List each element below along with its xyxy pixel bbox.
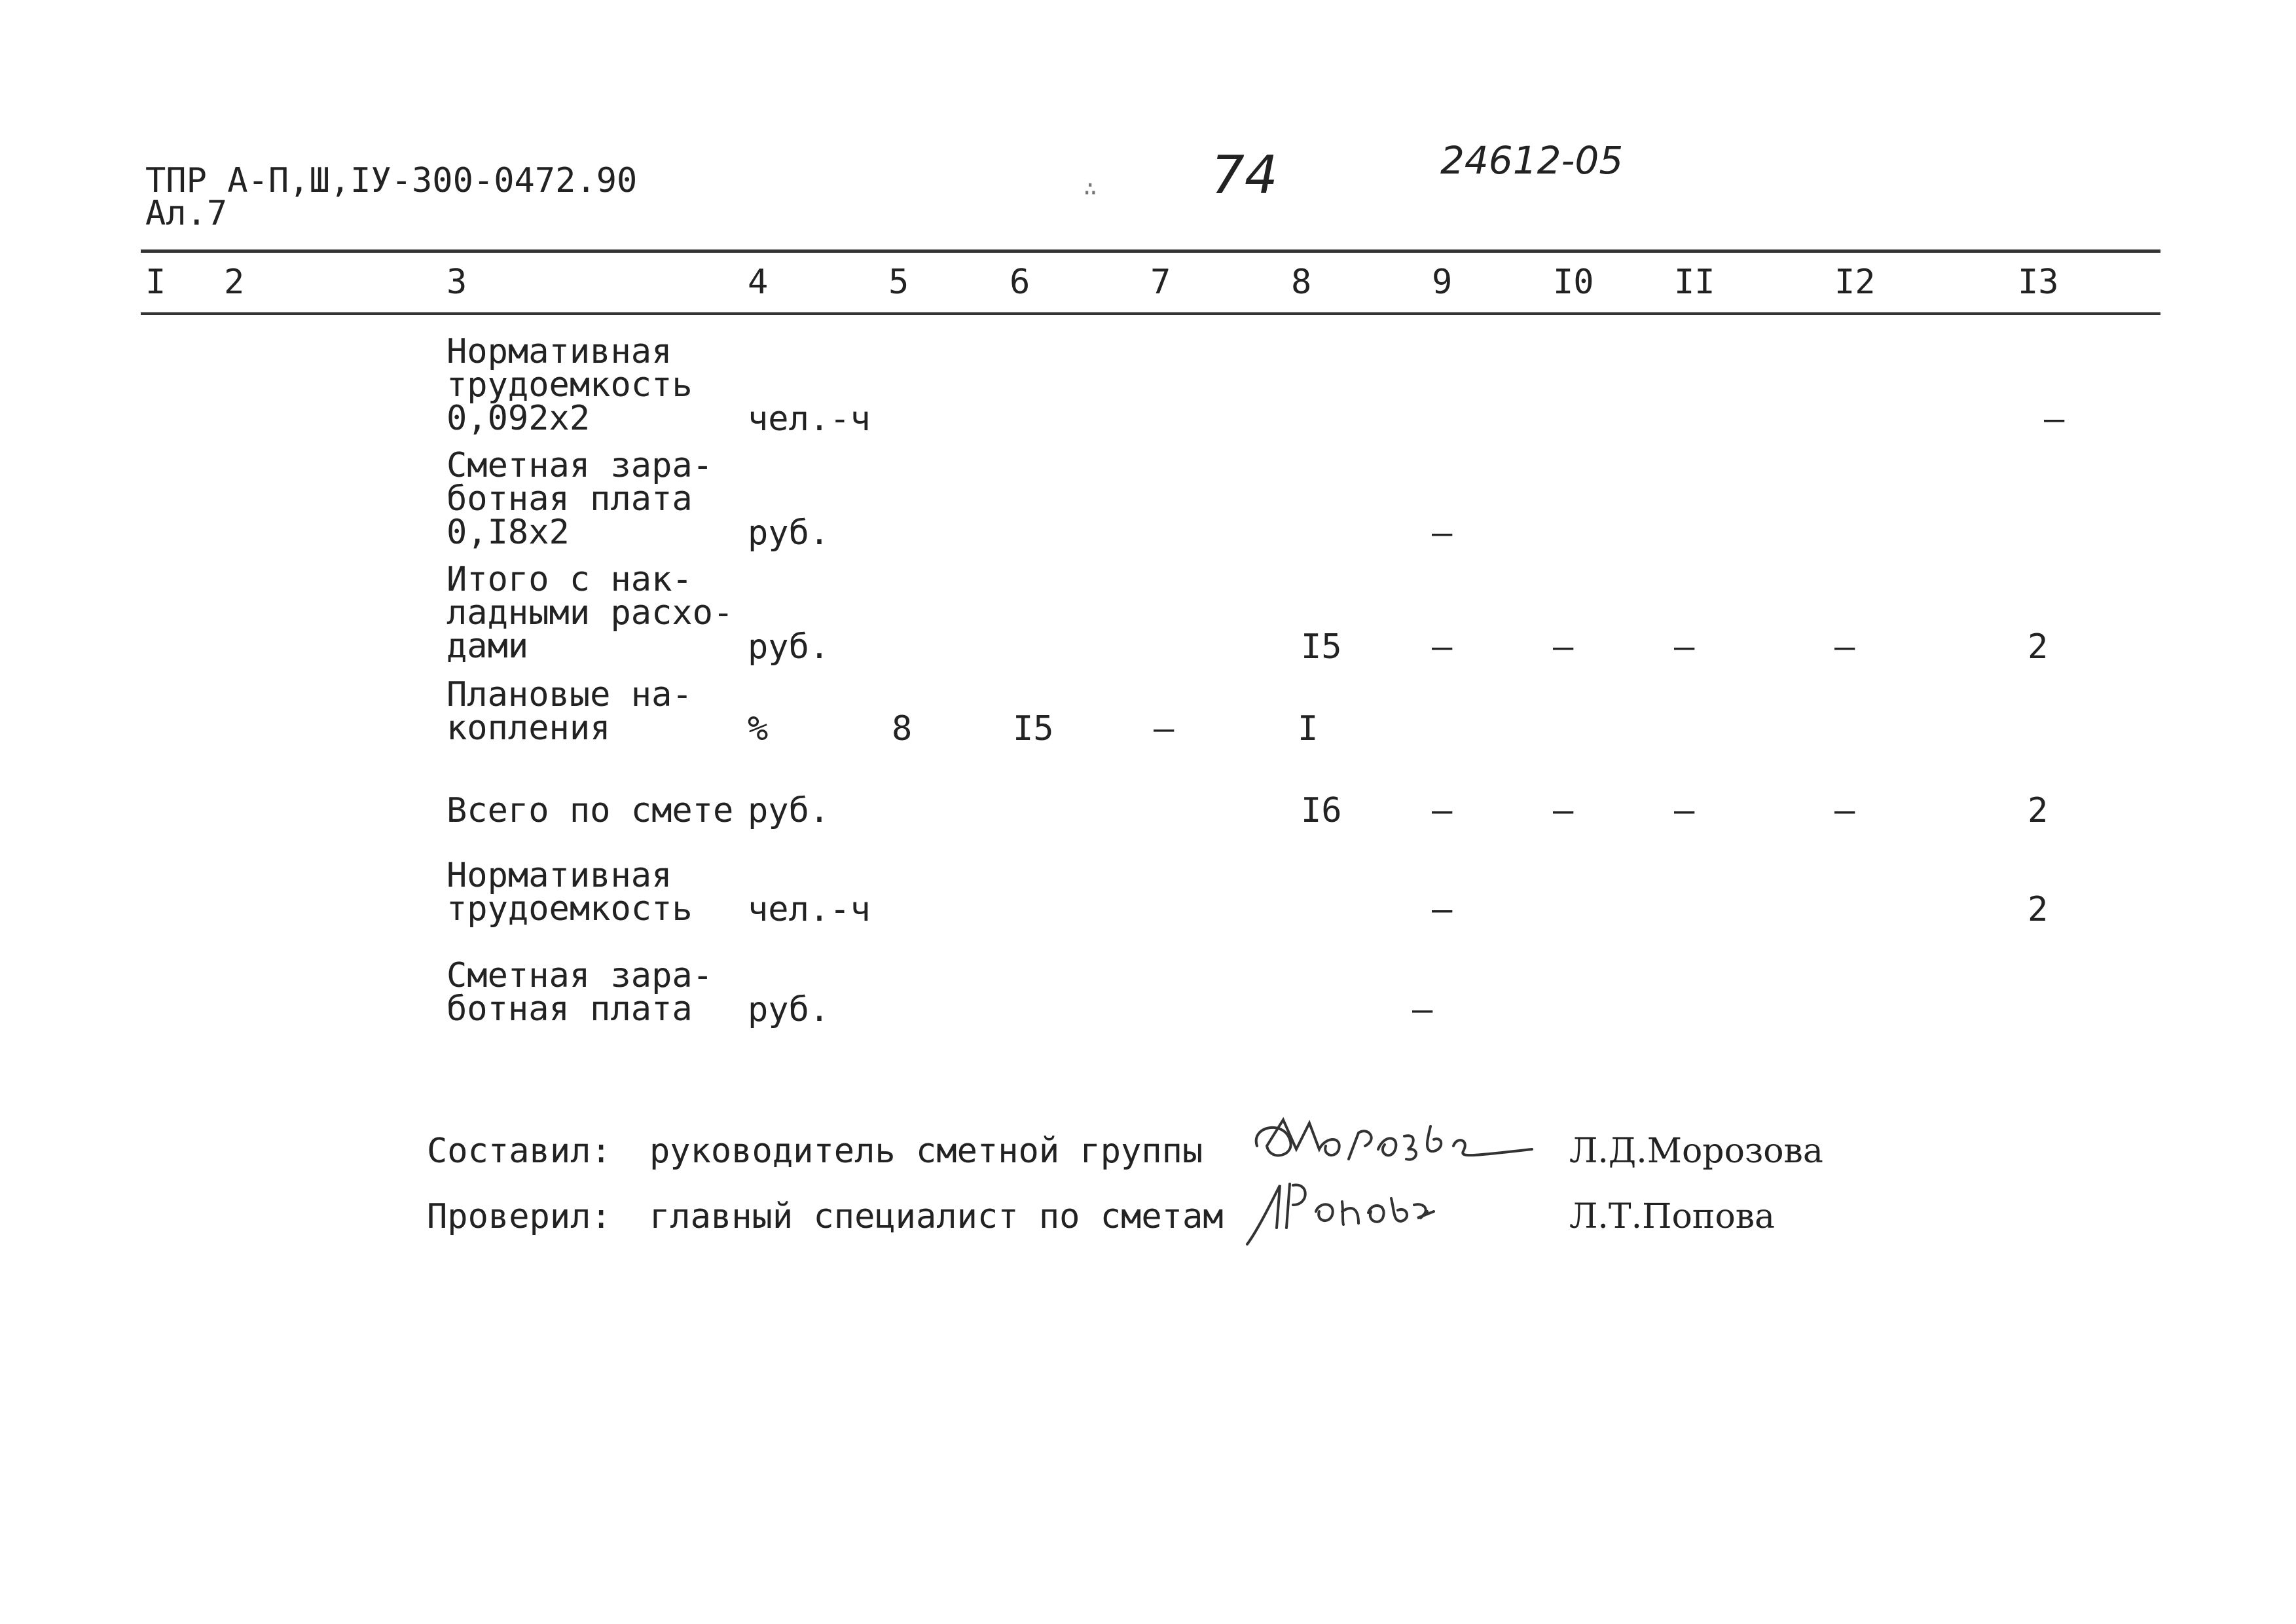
row-value-col9: – — [1432, 627, 1453, 667]
signer-name: Л.Д.Морозова — [1569, 1132, 1823, 1171]
row-value-col9: – — [1432, 890, 1453, 929]
column-header: 2 — [224, 263, 245, 302]
signature-image — [1244, 1100, 1545, 1172]
row-unit: руб. — [748, 791, 830, 830]
row-value-col6: I5 — [1013, 709, 1054, 748]
column-header: 4 — [748, 263, 769, 302]
row-unit: чел.-ч — [748, 890, 871, 929]
table-top-rule — [141, 249, 2160, 253]
row-value-col7: – — [1154, 709, 1175, 748]
row-value-col10: – — [1553, 627, 1574, 667]
row-name: Нормативная трудоемкость 0,092х2 — [446, 332, 693, 438]
column-header: 8 — [1291, 263, 1312, 302]
column-header: I3 — [2018, 263, 2059, 302]
signer-name: Л.Т.Попова — [1569, 1197, 1776, 1236]
column-header: I2 — [1834, 263, 1876, 302]
sheet-label: Ал.7 — [145, 194, 228, 233]
signature-image — [1231, 1166, 1467, 1257]
row-name: Нормативная трудоемкость — [446, 856, 693, 929]
row-name: Итого с нак- ладными расхо- дами — [446, 560, 734, 666]
table-header-rule — [141, 312, 2160, 315]
row-value-col13: 2 — [2028, 791, 2049, 830]
row-value-col13: 2 — [2028, 627, 2049, 667]
document-code: ТПР А-П,Ш,IУ-300-0472.90 — [145, 161, 638, 200]
role-position: главный специалист по сметам — [649, 1197, 1224, 1236]
column-header: 5 — [888, 263, 909, 302]
row-unit: руб. — [748, 513, 830, 553]
role-position: руководитель сметной группы — [649, 1132, 1203, 1171]
column-header: 9 — [1432, 263, 1453, 302]
row-value-col8: I6 — [1301, 791, 1342, 830]
column-header: 3 — [446, 263, 467, 302]
row-unit: руб. — [748, 990, 830, 1029]
row-value-col5: 8 — [892, 709, 913, 748]
row-name: Сметная зара- ботная плата — [446, 956, 713, 1029]
row-name: Сметная зара- ботная плата 0,I8х2 — [446, 446, 713, 552]
row-unit: % — [748, 709, 769, 748]
row-value-col8: I5 — [1301, 627, 1342, 667]
row-unit: чел.-ч — [748, 399, 871, 439]
column-header: 6 — [1010, 263, 1030, 302]
archive-stamp: 24612-05 — [1440, 138, 1624, 183]
row-value-col13: 2 — [2028, 890, 2049, 929]
role-label: Проверил: — [427, 1197, 611, 1236]
row-value-col13: – — [2044, 399, 2065, 439]
row-value-col9: – — [1432, 513, 1453, 553]
row-value-col9: – — [1432, 791, 1453, 830]
row-unit: руб. — [748, 627, 830, 667]
row-value-col10: – — [1553, 791, 1574, 830]
row-name: Всего по смете — [446, 791, 734, 830]
row-value-col11: – — [1674, 627, 1695, 667]
column-header: I0 — [1553, 263, 1594, 302]
column-header: 7 — [1150, 263, 1171, 302]
row-value-col11: – — [1674, 791, 1695, 830]
column-header: II — [1674, 263, 1715, 302]
row-value-col12: – — [1834, 627, 1855, 667]
column-header: I — [145, 263, 166, 302]
role-label: Составил: — [427, 1132, 611, 1171]
small-mark: ∴ — [1084, 175, 1097, 202]
row-value-col12: – — [1834, 791, 1855, 830]
row-value-col8: I — [1298, 709, 1319, 748]
page-number: 74 — [1211, 145, 1278, 206]
row-value-col9: – — [1412, 990, 1433, 1029]
row-name: Плановые на- копления — [446, 675, 693, 748]
